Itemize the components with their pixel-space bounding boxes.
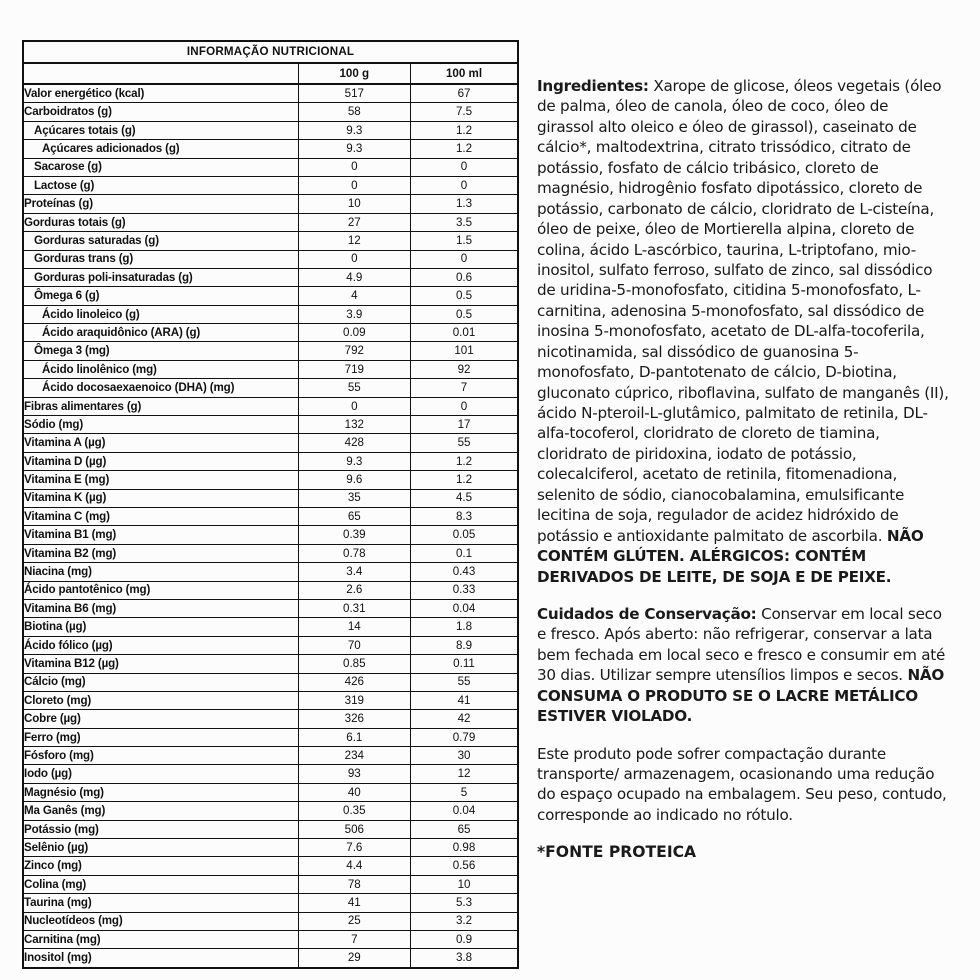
nutrient-value-100ml: 30: [411, 747, 518, 765]
nutrient-value-100ml: 92: [411, 360, 518, 378]
nutrient-label: Selênio (µg): [23, 839, 298, 857]
nutrient-value-100ml: 67: [411, 84, 518, 103]
table-row: [23, 802, 518, 820]
table-row: [23, 434, 518, 452]
table-row: [23, 305, 518, 323]
nutrient-label: Vitamina D (µg): [23, 452, 298, 470]
nutrient-value-100ml: 5: [411, 783, 518, 801]
nutrient-value-100g: 65: [298, 507, 410, 525]
nutrient-value-100g: 0: [298, 397, 410, 415]
nutrient-value-100ml: 12: [411, 765, 518, 783]
nutrient-label: Lactose (g): [23, 176, 298, 194]
nutrient-value-100g: 0.35: [298, 802, 410, 820]
nutrient-label: Vitamina B1 (mg): [23, 526, 298, 544]
table-row: [23, 544, 518, 562]
nutrient-label: Carnitina (mg): [23, 930, 298, 948]
nutrient-value-100ml: 0.6: [411, 268, 518, 286]
table-row: [23, 287, 518, 305]
table-row: [23, 728, 518, 746]
nutrient-value-100ml: 0: [411, 176, 518, 194]
nutrient-value-100g: 3.4: [298, 563, 410, 581]
paragraph-spacer: [537, 587, 949, 604]
nutrient-value-100ml: 0.05: [411, 526, 518, 544]
nutrient-value-100ml: 0: [411, 250, 518, 268]
nutrient-label: Magnésio (mg): [23, 783, 298, 801]
nutrient-value-100g: 10: [298, 195, 410, 213]
nutrient-value-100ml: 1.2: [411, 121, 518, 139]
table-title-row: [23, 41, 518, 63]
nutrient-value-100g: 426: [298, 673, 410, 691]
nutrient-value-100ml: 0.04: [411, 802, 518, 820]
nutrient-label: Vitamina A (µg): [23, 434, 298, 452]
nutrition-table-title: INFORMAÇÃO NUTRICIONAL: [23, 41, 518, 63]
nutrient-value-100ml: 5.3: [411, 894, 518, 912]
nutrient-value-100g: 0.85: [298, 655, 410, 673]
nutrition-facts-table: [22, 40, 519, 969]
nutrient-label: Potássio (mg): [23, 820, 298, 838]
nutrient-value-100g: 9.6: [298, 471, 410, 489]
nutrient-value-100g: 4: [298, 287, 410, 305]
nutrient-value-100ml: 1.8: [411, 618, 518, 636]
nutrient-label: Nucleotídeos (mg): [23, 912, 298, 930]
nutrient-value-100ml: 101: [411, 342, 518, 360]
nutrient-label: Niacina (mg): [23, 563, 298, 581]
table-row: [23, 397, 518, 415]
table-row: [23, 673, 518, 691]
nutrient-value-100ml: 3.5: [411, 213, 518, 231]
nutrient-label: Açúcares totais (g): [23, 121, 298, 139]
nutrient-value-100ml: 8.9: [411, 636, 518, 654]
nutrient-value-100g: 9.3: [298, 452, 410, 470]
table-row: [23, 747, 518, 765]
nutrient-label: Ômega 6 (g): [23, 287, 298, 305]
table-row: [23, 691, 518, 709]
nutrient-label: Ômega 3 (mg): [23, 342, 298, 360]
nutrient-value-100ml: 3.2: [411, 912, 518, 930]
nutrient-value-100g: 719: [298, 360, 410, 378]
table-column-header-row: [23, 63, 518, 84]
nutrient-label: Ácido docosaexaenoico (DHA) (mg): [23, 379, 298, 397]
table-row: [23, 765, 518, 783]
table-row: [23, 213, 518, 231]
nutrient-label: Proteínas (g): [23, 195, 298, 213]
nutrition-table-body: [23, 41, 518, 968]
table-row: [23, 121, 518, 139]
nutrient-label: Vitamina B6 (mg): [23, 599, 298, 617]
storage-body: Conservar em local seco e fresco. Após aberto: não refrigerar, conservar a lata bem fechada em local seco e fresco e consumir em até 30 dias. Utilizar sempre utensílios limpos e secos.: [537, 604, 946, 685]
table-row: [23, 176, 518, 194]
nutrient-label: Gorduras saturadas (g): [23, 232, 298, 250]
table-row: [23, 710, 518, 728]
nutrient-value-100g: 14: [298, 618, 410, 636]
table-row: [23, 268, 518, 286]
table-row: [23, 599, 518, 617]
nutrient-label: Ácido linolênico (mg): [23, 360, 298, 378]
nutrient-value-100ml: 0: [411, 158, 518, 176]
nutrient-value-100ml: 17: [411, 416, 518, 434]
nutrient-value-100ml: 55: [411, 673, 518, 691]
protein-source-footnote: *FONTE PROTEICA: [537, 843, 697, 862]
nutrient-value-100ml: 1.2: [411, 471, 518, 489]
table-row: [23, 636, 518, 654]
nutrient-value-100g: 93: [298, 765, 410, 783]
ingredients-body: Xarope de glicose, óleos vegetais (óleo de palma, óleo de canola, óleo de coco, óleo de girassol alto oleico e óleo de girassol), caseinato de cálcio*, maltodextrina, citrato trissódico, citrato de potássio, fosfato de cálcio tribásico, cloreto de magnésio, hidrogênio fosfato dipotássico, cloreto de potássio, carbonato de cálcio, cloridrato de L-cisteína, óleo de peixe, óleo de Mortierella alpina, cloreto de colina, ácido L-ascórbico, taurina, L-triptofano, mio-inositol, sulfato ferroso, sulfato de zinco, sal dissódico de uridina-5-monofosfato, citidina 5-monofosfato, L-carnitina, adenosina 5-monofosfato, sal dissódico de inosina 5-monofosfato, acetato de DL-alfa-tocoferila, nicotinamida, sal dissódico de guanosina 5-monofosfato, D-pantotenato de cálcio, D-biotina, gluconato cúprico, riboflavina, sulfato de manganês (II), ácido N-pteroil-L-glutâmico, palmitato de retinila, DL-alfa-tocoferol, cloridrato de cloreto de tiamina, cloridrato de piridoxina, iodato de potássio, colecalciferol, acetato de retinila, fitomenadiona, selenito de sódio, cianocobalamina, emulsificante lecitina de soja, regulador de acidez hidróxido de potássio e antioxidante palmitato de ascorbila.: [537, 77, 949, 545]
nutrient-value-100ml: 0.5: [411, 287, 518, 305]
nutrient-label: Ácido linoleico (g): [23, 305, 298, 323]
nutrient-value-100g: 326: [298, 710, 410, 728]
nutrient-label: Ácido pantotênico (mg): [23, 581, 298, 599]
table-row: [23, 324, 518, 342]
nutrient-value-100g: 2.6: [298, 581, 410, 599]
nutrient-value-100ml: 0.11: [411, 655, 518, 673]
nutrient-label: Vitamina B2 (mg): [23, 544, 298, 562]
nutrient-label: Valor energético (kcal): [23, 84, 298, 103]
table-row: [23, 820, 518, 838]
product-text-panel: [537, 76, 949, 863]
table-row: [23, 526, 518, 544]
compaction-note: Este produto pode sofrer compactação durante transporte/ armazenagem, ocasionando uma redução do espaço ocupado na embalagem. Seu peso, contudo, corresponde ao indicado no rótulo.: [537, 744, 947, 824]
table-row: [23, 232, 518, 250]
nutrient-value-100g: 319: [298, 691, 410, 709]
table-row: [23, 912, 518, 930]
nutrient-label: Gorduras trans (g): [23, 250, 298, 268]
nutrient-value-100ml: 65: [411, 820, 518, 838]
nutrient-value-100g: 234: [298, 747, 410, 765]
table-row: [23, 655, 518, 673]
nutrient-value-100g: 27: [298, 213, 410, 231]
nutrient-value-100g: 7: [298, 930, 410, 948]
storage-warning: NÃO CONSUMA O PRODUTO SE O LACRE METÁLICO ESTIVER VIOLADO.: [537, 666, 945, 726]
nutrient-label: Gorduras totais (g): [23, 213, 298, 231]
nutrient-value-100ml: 42: [411, 710, 518, 728]
nutrient-value-100ml: 0.56: [411, 857, 518, 875]
nutrient-value-100ml: 0.9: [411, 930, 518, 948]
table-row: [23, 783, 518, 801]
nutrient-value-100ml: 0.43: [411, 563, 518, 581]
nutrient-value-100g: 55: [298, 379, 410, 397]
table-row: [23, 618, 518, 636]
nutrient-value-100ml: 0.01: [411, 324, 518, 342]
nutrient-label: Ferro (mg): [23, 728, 298, 746]
table-row: [23, 250, 518, 268]
nutrient-value-100g: 29: [298, 949, 410, 968]
nutrient-value-100g: 25: [298, 912, 410, 930]
table-row: [23, 930, 518, 948]
nutrient-value-100ml: 55: [411, 434, 518, 452]
nutrient-value-100ml: 1.2: [411, 452, 518, 470]
nutrient-value-100g: 0.78: [298, 544, 410, 562]
table-row: [23, 103, 518, 121]
nutrient-value-100g: 9.3: [298, 140, 410, 158]
table-row: [23, 140, 518, 158]
table-row: [23, 158, 518, 176]
nutrient-label: Vitamina C (mg): [23, 507, 298, 525]
nutrient-value-100ml: 4.5: [411, 489, 518, 507]
nutrient-value-100g: 0: [298, 158, 410, 176]
nutrient-label: Cloreto (mg): [23, 691, 298, 709]
nutrient-value-100g: 70: [298, 636, 410, 654]
nutrient-value-100ml: 1.3: [411, 195, 518, 213]
nutrient-value-100g: 12: [298, 232, 410, 250]
nutrient-value-100ml: 0: [411, 397, 518, 415]
nutrient-value-100g: 792: [298, 342, 410, 360]
nutrient-value-100g: 35: [298, 489, 410, 507]
nutrient-label: Cálcio (mg): [23, 673, 298, 691]
nutrient-value-100g: 0.31: [298, 599, 410, 617]
nutrient-value-100ml: 0.04: [411, 599, 518, 617]
table-row: [23, 195, 518, 213]
nutrient-label: Iodo (µg): [23, 765, 298, 783]
nutrient-label: Taurina (mg): [23, 894, 298, 912]
ingredients-paragraph: [537, 76, 949, 587]
nutrient-value-100g: 6.1: [298, 728, 410, 746]
nutrient-value-100g: 0.39: [298, 526, 410, 544]
nutrient-value-100g: 132: [298, 416, 410, 434]
table-row: [23, 360, 518, 378]
table-row: [23, 581, 518, 599]
nutrient-value-100ml: 7: [411, 379, 518, 397]
nutrient-value-100ml: 7.5: [411, 103, 518, 121]
nutrient-label: Carboidratos (g): [23, 103, 298, 121]
column-header-100g: 100 g: [298, 63, 410, 84]
nutrient-label: Sódio (mg): [23, 416, 298, 434]
nutrient-value-100ml: 0.98: [411, 839, 518, 857]
table-row: [23, 489, 518, 507]
table-row: [23, 949, 518, 968]
nutrient-label: Sacarose (g): [23, 158, 298, 176]
nutrient-label: Zinco (mg): [23, 857, 298, 875]
nutrient-value-100g: 428: [298, 434, 410, 452]
table-row: [23, 379, 518, 397]
nutrient-value-100ml: 1.5: [411, 232, 518, 250]
nutrient-value-100ml: 1.2: [411, 140, 518, 158]
table-row: [23, 563, 518, 581]
nutrient-label: Ácido araquidônico (ARA) (g): [23, 324, 298, 342]
allergen-warning: NÃO CONTÉM GLÚTEN. ALÉRGICOS: CONTÉM DERIVADOS DE LEITE, DE SOJA E DE PEIXE.: [537, 526, 924, 586]
nutrient-label: Biotina (µg): [23, 618, 298, 636]
nutrient-value-100ml: 3.8: [411, 949, 518, 968]
column-header-nutrient: [23, 63, 298, 84]
nutrient-value-100g: 41: [298, 894, 410, 912]
nutrient-label: Colina (mg): [23, 875, 298, 893]
nutrient-value-100g: 4.4: [298, 857, 410, 875]
nutrient-value-100g: 9.3: [298, 121, 410, 139]
nutrient-value-100g: 78: [298, 875, 410, 893]
nutrient-label: Fibras alimentares (g): [23, 397, 298, 415]
table-row: [23, 875, 518, 893]
table-row: [23, 507, 518, 525]
nutrient-label: Inositol (mg): [23, 949, 298, 968]
nutrient-label: Vitamina B12 (µg): [23, 655, 298, 673]
nutrient-value-100ml: 0.5: [411, 305, 518, 323]
nutrient-label: Ma Ganês (mg): [23, 802, 298, 820]
storage-paragraph: [537, 604, 949, 727]
table-row: [23, 894, 518, 912]
nutrient-value-100ml: 8.3: [411, 507, 518, 525]
paragraph-spacer: [537, 727, 949, 744]
table-row: [23, 342, 518, 360]
nutrient-label: Cobre (µg): [23, 710, 298, 728]
table-row: [23, 471, 518, 489]
nutrient-value-100g: 3.9: [298, 305, 410, 323]
nutrient-value-100ml: 0.1: [411, 544, 518, 562]
nutrient-label: Ácido fólico (µg): [23, 636, 298, 654]
table-row: [23, 416, 518, 434]
nutrient-value-100ml: 0.33: [411, 581, 518, 599]
storage-heading: Cuidados de Conservação:: [537, 604, 757, 623]
nutrient-label: Gorduras poli-insaturadas (g): [23, 268, 298, 286]
nutrient-value-100g: 40: [298, 783, 410, 801]
nutrient-value-100ml: 41: [411, 691, 518, 709]
paragraph-spacer: [537, 825, 949, 842]
nutrient-value-100ml: 0.79: [411, 728, 518, 746]
nutrition-facts-panel: [22, 40, 519, 969]
table-row: [23, 839, 518, 857]
nutrient-value-100ml: 10: [411, 875, 518, 893]
nutrient-value-100g: 4.9: [298, 268, 410, 286]
nutrient-value-100g: 0: [298, 176, 410, 194]
nutrient-value-100g: 7.6: [298, 839, 410, 857]
column-header-100ml: 100 ml: [411, 63, 518, 84]
nutrient-label: Fósforo (mg): [23, 747, 298, 765]
table-row: [23, 452, 518, 470]
nutrient-value-100g: 506: [298, 820, 410, 838]
table-row: [23, 857, 518, 875]
nutrient-value-100g: 0: [298, 250, 410, 268]
ingredients-heading: Ingredientes:: [537, 77, 649, 95]
nutrient-value-100g: 58: [298, 103, 410, 121]
nutrient-value-100g: 517: [298, 84, 410, 103]
nutrient-label: Vitamina E (mg): [23, 471, 298, 489]
nutrient-label: Vitamina K (µg): [23, 489, 298, 507]
table-row: [23, 84, 518, 103]
nutrient-label: Açúcares adicionados (g): [23, 140, 298, 158]
nutrient-value-100g: 0.09: [298, 324, 410, 342]
